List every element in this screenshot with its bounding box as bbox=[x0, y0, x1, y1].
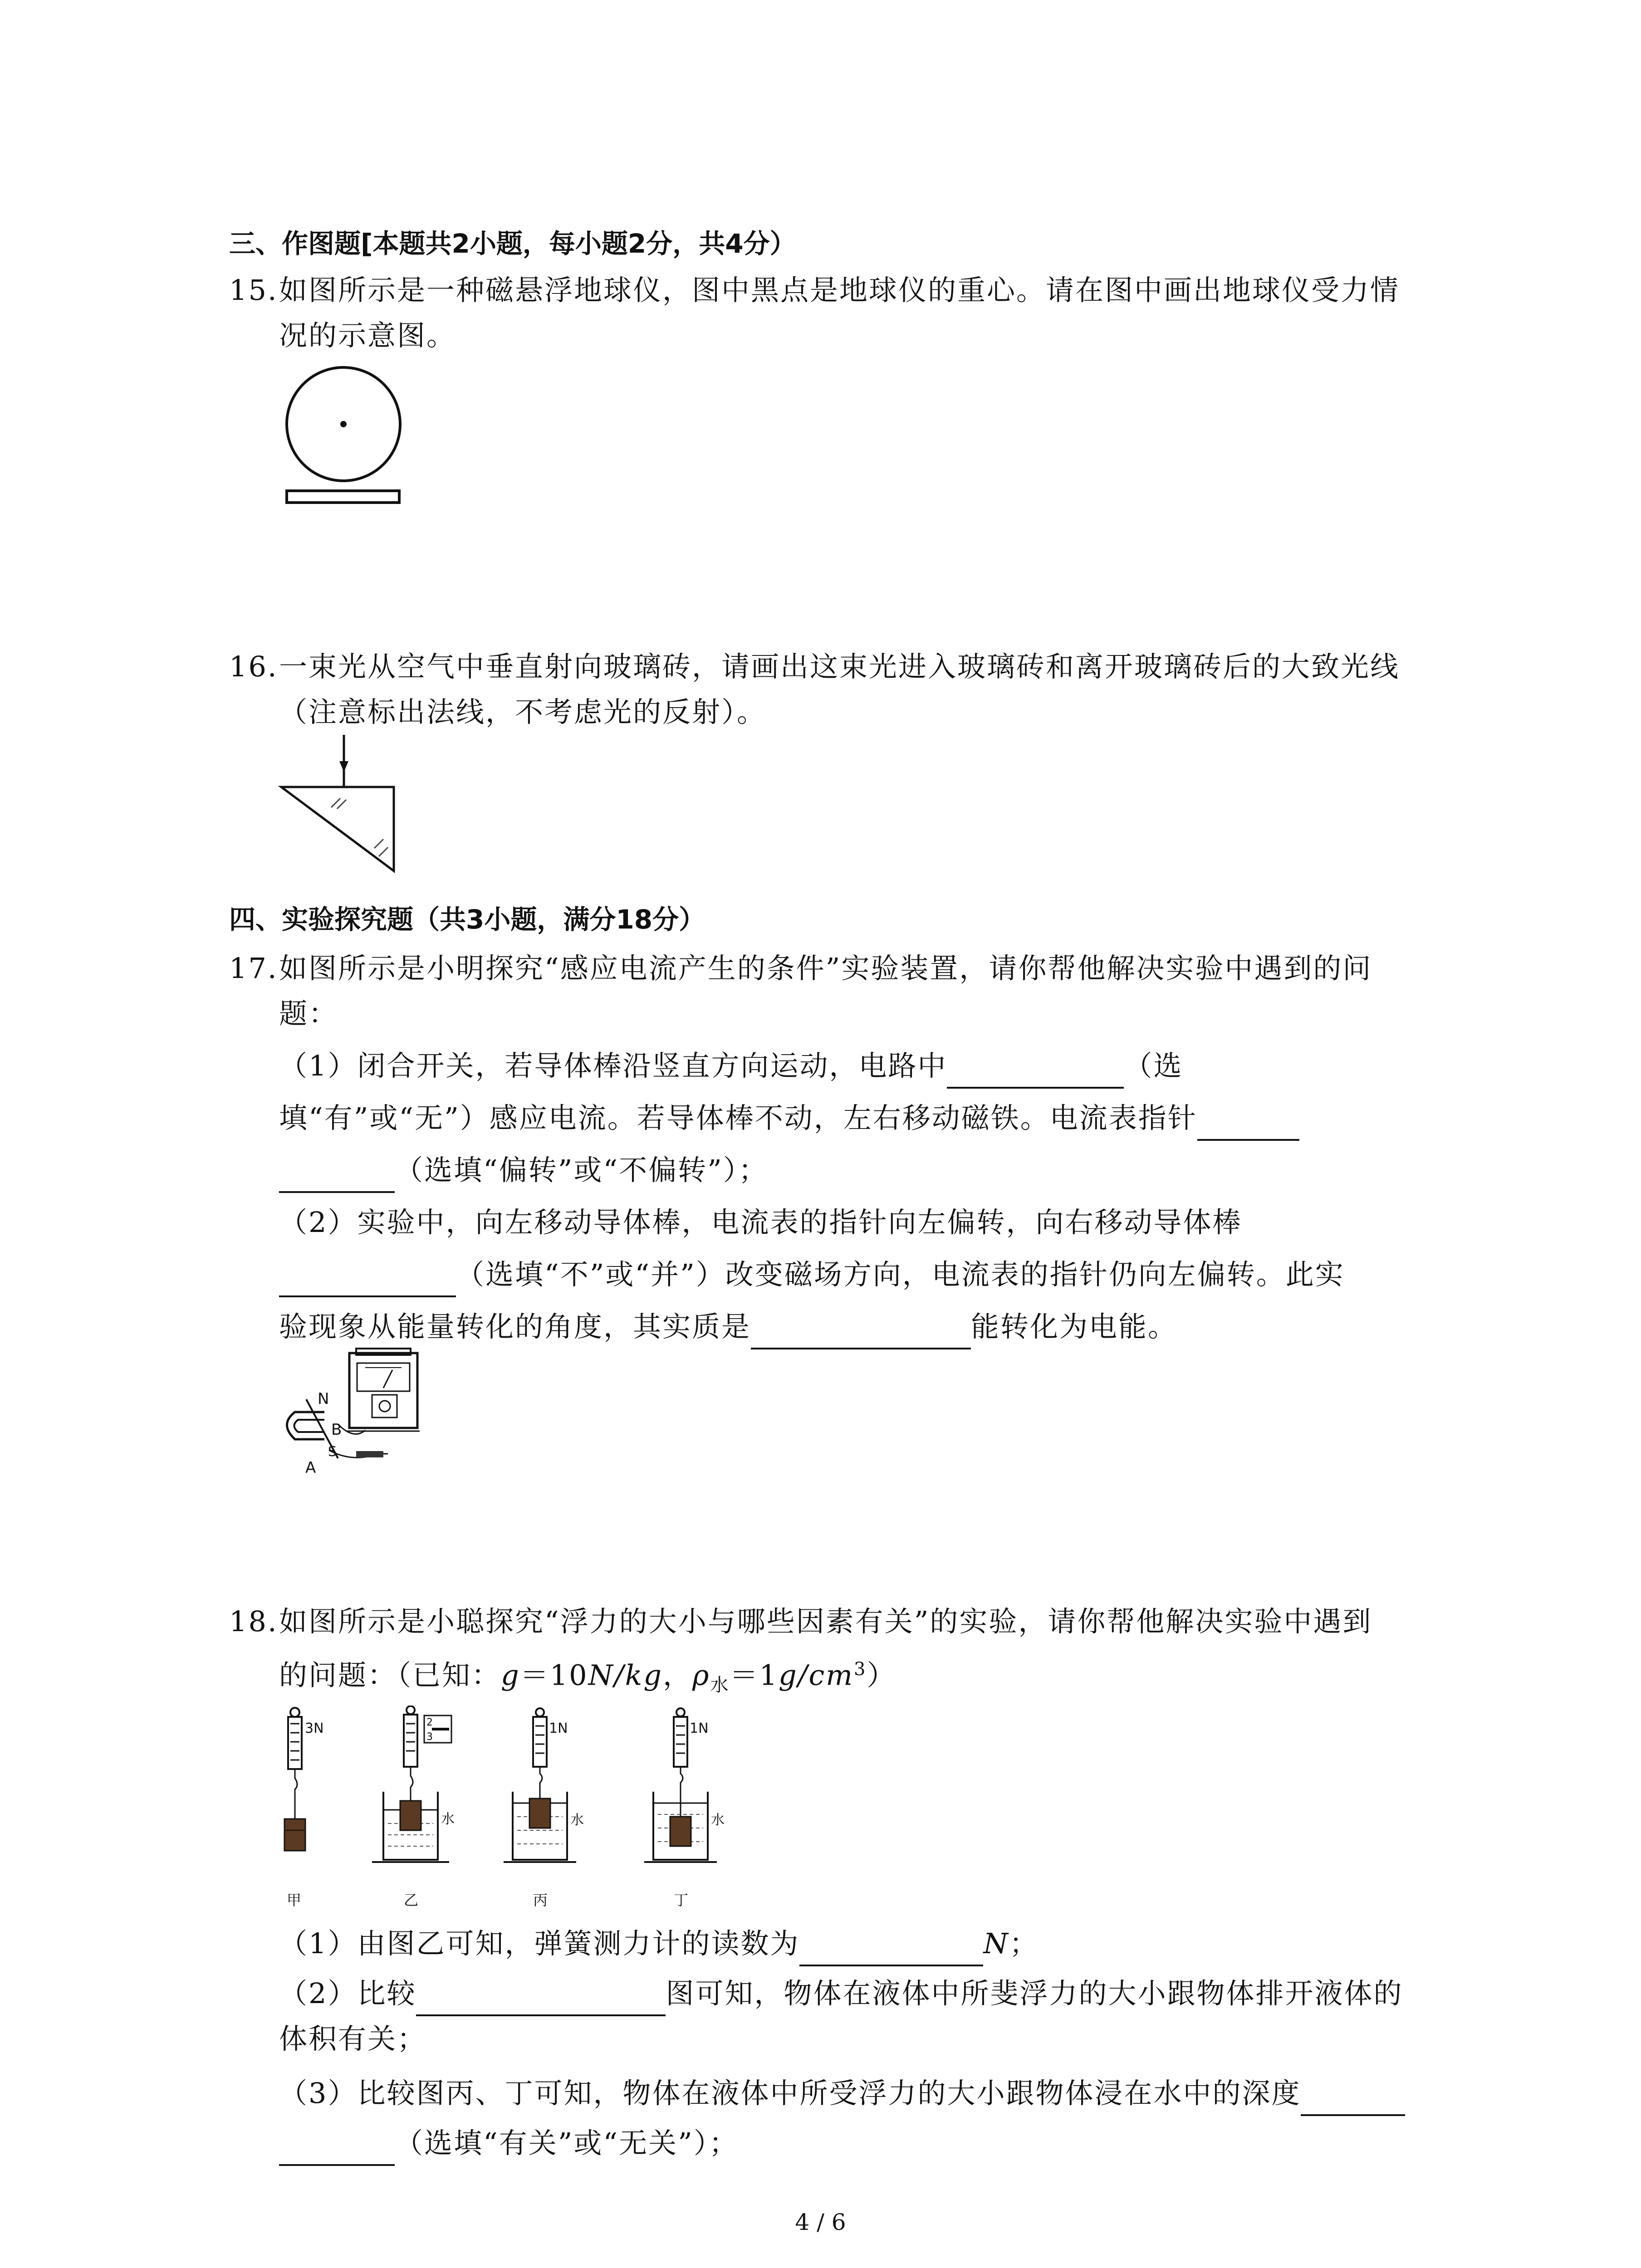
q17-blank-4[interactable] bbox=[279, 1264, 456, 1297]
switch bbox=[356, 1451, 383, 1457]
q18-blank-2[interactable] bbox=[416, 1983, 666, 2016]
magnetic-base bbox=[287, 491, 399, 503]
page-number: 4 / 6 bbox=[795, 2209, 846, 2235]
svg-text:2: 2 bbox=[426, 1717, 433, 1728]
q15-line1: 如图所示是一种磁悬浮地球仪，图中黑点是地球仪的重心。请在图中画出地球仪受力情 bbox=[279, 274, 1400, 307]
svg-text:3: 3 bbox=[426, 1731, 433, 1743]
section-3-title: 三、作图题[本题共2小题，每小题2分，共4分） bbox=[229, 228, 796, 259]
q17-part2-line2: （选填“不”或“并”）改变磁场方向，电流表的指针仍向左偏转。此实 bbox=[279, 1252, 1345, 1297]
q18-blank-3[interactable] bbox=[1301, 2082, 1405, 2116]
ammeter-needle bbox=[383, 1370, 392, 1388]
object-block-yi bbox=[400, 1801, 421, 1830]
q18-line2: 的问题：（已知：g＝10N/kg，$\rho_水=1g/cm^3$） bbox=[279, 1658, 896, 1696]
q18-blank-1[interactable] bbox=[799, 1933, 983, 1966]
label-b: B bbox=[331, 1421, 342, 1439]
label-ding: 丁 bbox=[674, 1892, 689, 1909]
q17-line1: 如图所示是小明探究“感应电流产生的条件”实验装置，请你帮他解决实验中遇到的问 bbox=[279, 952, 1372, 985]
label-a: A bbox=[305, 1459, 316, 1476]
q17-part1-line2: 填“有”或“无”）感应电流。若导体棒不动，左右移动磁铁。电流表指针 bbox=[279, 1095, 1299, 1141]
q18-part1: （1）由图乙可知，弹簧测力计的读数为 N； bbox=[279, 1921, 1039, 1966]
q18-part3-line2: （选填“有关”或“无关”）； bbox=[279, 2121, 739, 2166]
label-yi: 乙 bbox=[404, 1892, 419, 1909]
svg-text:水: 水 bbox=[441, 1811, 455, 1827]
q17-part1-line1: （1）闭合开关，若导体棒沿竖直方向运动，电路中 （选 bbox=[279, 1043, 1183, 1089]
reading-ding: 1N bbox=[690, 1721, 709, 1736]
figure-bing bbox=[504, 1708, 584, 1862]
q18-blank-4[interactable] bbox=[279, 2132, 395, 2166]
ray-arrow-icon bbox=[339, 761, 348, 772]
q18-part3-line1: （3）比较图丙、丁可知，物体在液体中所受浮力的大小跟物体浸在水中的深度 bbox=[279, 2071, 1405, 2116]
q18-number: 18. bbox=[229, 1605, 278, 1638]
q18-part2-line1: （2）比较 图可知，物体在液体中所斐浮力的大小跟物体排开液体的 bbox=[279, 1971, 1403, 2016]
spring-scale-bing bbox=[533, 1717, 547, 1767]
q17-induction-apparatus-figure bbox=[274, 1345, 429, 1476]
figure-yi bbox=[372, 1706, 455, 1862]
q16-glass-prism-figure bbox=[272, 735, 404, 880]
spring-scale-yi bbox=[404, 1715, 417, 1767]
label-n: N bbox=[318, 1390, 329, 1408]
q18-buoyancy-figure bbox=[268, 1706, 767, 1914]
object-block-jia bbox=[284, 1819, 305, 1851]
q17-blank-1[interactable] bbox=[947, 1055, 1124, 1089]
q17-blank-5[interactable] bbox=[751, 1316, 971, 1349]
spring-scale-ding bbox=[674, 1717, 687, 1767]
spring-scale-jia bbox=[288, 1717, 302, 1769]
q17-part1-line3: （选填“偏转”或“不偏转”）； bbox=[279, 1148, 768, 1193]
q17-part2-line1: （2）实验中，向左移动导体棒，电流表的指针向左偏转，向右移动导体棒 bbox=[279, 1206, 1242, 1239]
reading-jia: 3N bbox=[305, 1721, 324, 1736]
label-bing: 丙 bbox=[533, 1892, 548, 1909]
q18-line1: 如图所示是小聪探究“浮力的大小与哪些因素有关”的实验，请你帮他解决实验中遇到 bbox=[279, 1605, 1372, 1638]
q17-blank-2[interactable] bbox=[1197, 1107, 1299, 1141]
section-4-title: 四、实验探究题（共3小题，满分18分） bbox=[229, 904, 705, 935]
glass-prism bbox=[281, 787, 394, 871]
figure-ding bbox=[644, 1708, 725, 1862]
label-s: S bbox=[328, 1444, 337, 1460]
object-block-ding bbox=[670, 1817, 691, 1846]
horseshoe-magnet bbox=[287, 1412, 325, 1439]
q15-number: 15. bbox=[229, 274, 278, 307]
q17-blank-3[interactable] bbox=[279, 1159, 395, 1193]
q15-line2: 况的示意图。 bbox=[279, 319, 456, 352]
reading-bing: 1N bbox=[549, 1721, 568, 1736]
q18-part2-line2: 体积有关； bbox=[279, 2022, 427, 2055]
q17-part2-line3: 验现象从能量转化的角度，其实质是 能转化为电能。 bbox=[279, 1304, 1177, 1349]
q16-number: 16. bbox=[229, 650, 278, 683]
q16-line1: 一束光从空气中垂直射向玻璃砖，请画出这束光进入玻璃砖和离开玻璃砖后的大致光线 bbox=[279, 650, 1400, 683]
q17-number: 17. bbox=[229, 952, 278, 985]
globe-center-dot bbox=[340, 421, 347, 427]
q17-line2: 题： bbox=[279, 997, 338, 1030]
svg-text:水: 水 bbox=[570, 1812, 584, 1828]
svg-text:水: 水 bbox=[711, 1812, 725, 1828]
label-jia: 甲 bbox=[287, 1892, 302, 1909]
object-block-bing bbox=[529, 1799, 550, 1828]
q16-line2: （注意标出法线，不考虑光的反射）。 bbox=[279, 695, 767, 728]
q15-globe-figure bbox=[272, 358, 417, 513]
figure-jia bbox=[284, 1708, 324, 1851]
